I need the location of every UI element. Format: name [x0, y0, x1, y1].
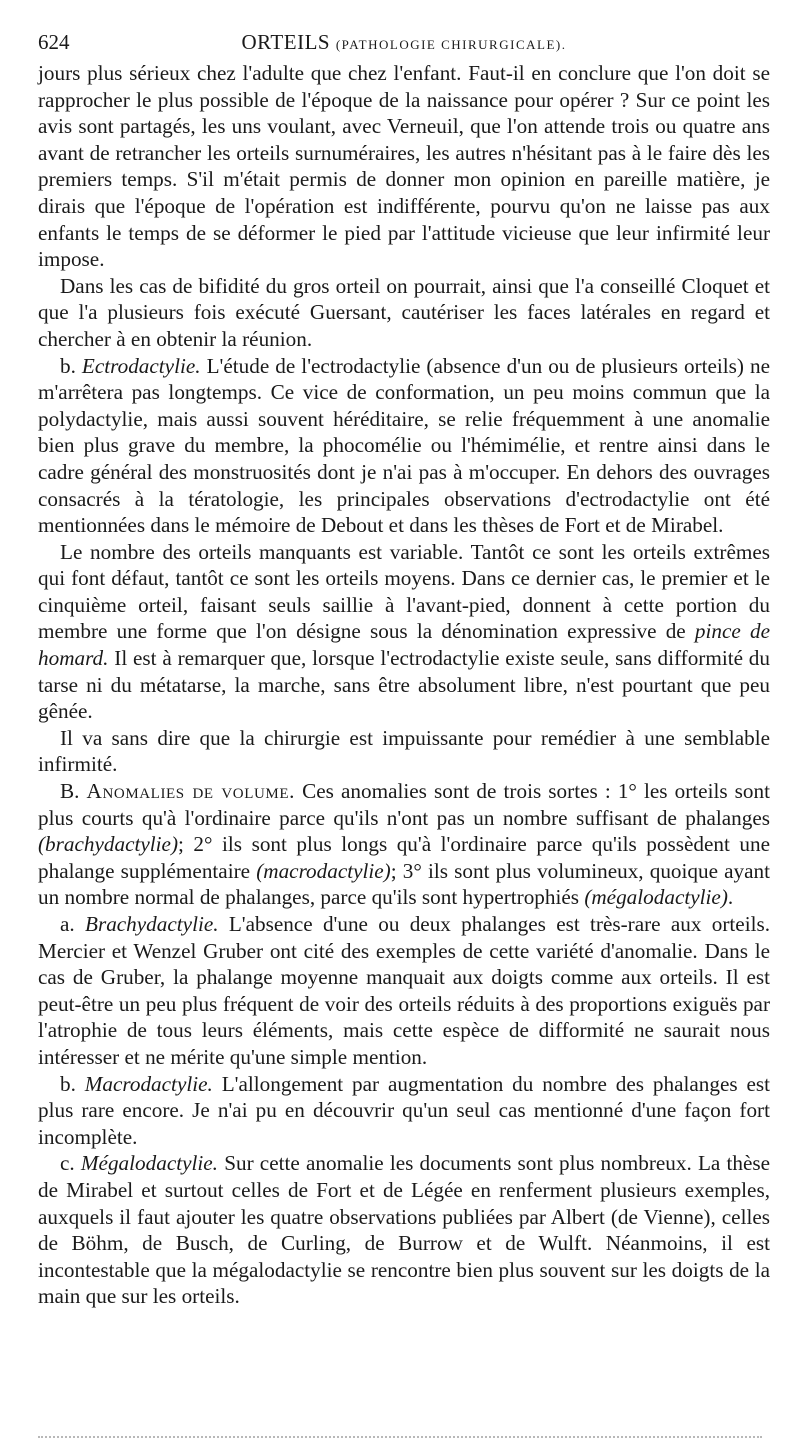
body-text — [38, 60, 770, 1310]
item-letter: b. — [60, 353, 76, 378]
paragraph-2: Dans les cas de bifidité du gros orteil on pourrait, ainsi que l'a conseillé Cloquet et que l'a plusieurs fois exécuté Guersant, cautériser les faces latérales en regard et chercher à en obtenir la réunion. — [38, 273, 770, 351]
paragraph-text: L'allongement par augmentation du nombre des phalanges est plus rare encore. Je n'ai pu en découvrir qu'un seul cas mentionné d'une façon fort incomplète. — [38, 1071, 771, 1149]
term-megalodactylie-heading: Mégalodactylie. — [80, 1151, 218, 1176]
paragraph-text: ; 3° ils sont plus volumineux, quoique ayant un nombre normal de phalanges, parce qu'ils sont hypertrophiés — [38, 858, 771, 910]
paragraph-text: . — [727, 885, 734, 910]
footer-rule — [38, 1436, 762, 1438]
paragraph-orteils-manquants — [38, 539, 770, 725]
item-letter: a. — [60, 912, 75, 936]
paragraph-chirurgie: Il va sans dire que la chirurgie est impuissante pour remédier à une semblable infirmité. — [38, 725, 770, 777]
running-title-main: ORTEILS — [241, 30, 331, 54]
paragraph-text: Ces anomalies sont de trois sortes : 1° les orteils sont plus courts qu'à l'ordinaire parce qu'ils n'ont pas un nombre suffisant de phalanges — [38, 779, 771, 830]
paragraph-brachydactylie — [38, 911, 770, 1071]
section-letter: B. — [60, 779, 80, 804]
paragraph-text: Il est à remarquer que, lorsque l'ectrodactylie existe seule, sans difformité du tarse ni du métatarse, la marche, sans être absolument libre, n'est pourtant que peu gênée. — [38, 646, 770, 724]
page — [38, 26, 770, 1310]
paragraph-text: L'étude de l'ectrodactylie (absence d'un ou de plusieurs orteils) ne m'arrêtera pas longtemps. Ce vice de conformation, un peu moins commun que la polydactylie, mais aussi souvent héréditaire, se relie fréquemment à une anomalie bien plus grave du membre, la phocomélie ou l'hémimélie, et rentre ainsi dans le cadre général des monstruosités dont je n'ai pas à m'occuper. En dehors des ouvrages consacrés à la tératologie, les principales observations d'ectrodactylie ont été mentionnées dans le mémoire de Debout et dans les thèses de Fort et de Mirabel. — [38, 353, 771, 538]
section-heading: Anomalies de volume. — [86, 779, 296, 804]
item-letter: b. — [60, 1071, 76, 1096]
running-title-subtitle: (PATHOLOGIE CHIRURGICALE). — [335, 37, 567, 52]
paragraph-text: Sur cette anomalie les documents sont plus nombreux. La thèse de Mirabel et surtout celles de Fort et de Légée en renferment plusieurs exemples, auxquels il faut ajouter les quatre observations publiées par Albert (de Vienne), celles de Böhm, de Busch, de Curling, de Burrow et de Wulft. Néanmoins, il est incontestable que la mégalodactylie se rencontre bien plus souvent sur les doigts de la main que sur les orteils. — [38, 1151, 771, 1309]
paragraph-anomalies-volume — [38, 778, 770, 911]
paragraph-macrodactylie — [38, 1071, 770, 1151]
paragraph-1: jours plus sérieux chez l'adulte que chez l'enfant. Faut-il en conclure que l'on doit se rapprocher le plus possible de l'époque de la naissance pour opérer ? Sur ce point les avis sont partagés, les uns voulant, avec Verneuil, que l'on attende trois ou quatre ans avant de retrancher les orteils surnuméraires, les autres n'hésitant pas à le faire dès les premiers temps. S'il m'était permis de donner mon opinion en pareille matière, je dirais que l'époque de l'opération est indifférente, pourvu qu'on ne laisse pas aux enfants le temps de se déformer le pied par l'attitude vicieuse que leur infirmité leur impose. — [38, 61, 770, 272]
paragraph-text: ; 2° ils sont plus longs qu'à l'ordinaire parce qu'ils possèdent une phalange supplémentaire — [38, 832, 770, 883]
term-pince-de-homard: pince de homard. — [38, 619, 770, 671]
paragraph-text: L'absence d'une ou deux phalanges est très-rare aux orteils. Mercier et Wenzel Gruber ont cité des exemples de cette variété d'anomalie. Dans le cas de Gruber, la phalange moyenne manquait aux doigts comme aux orteils. Il est peut-être un peu plus fréquent de voir des orteils réduits à des proportions exiguës par l'atrophie de tous leurs éléments, mais cette espèce de difformité ne saurait nous intéresser et ne mérite qu'une simple mention. — [38, 912, 771, 1069]
running-title — [38, 30, 770, 55]
page-number: 624 — [38, 30, 70, 54]
item-letter: c. — [60, 1151, 75, 1176]
term-ectrodactylie: Ectrodactylie. — [81, 353, 201, 378]
paragraph-text: Le nombre des orteils manquants est variable. Tantôt ce sont les orteils extrêmes qui font défaut, tantôt ce sont les orteils moyens. Dans ce dernier cas, le premier et le cinquième orteil, faisant seuls saillie à l'avant-pied, donnent à cette portion du membre une forme que l'on désigne sous la dénomination expressive de — [38, 539, 770, 644]
term-macrodactylie-heading: Macrodactylie. — [84, 1071, 213, 1096]
paragraph-ectrodactylie — [38, 353, 770, 539]
term-brachydactylie: (brachydactylie) — [38, 832, 179, 857]
term-macrodactylie: (macrodactylie) — [256, 858, 391, 883]
term-megalodactylie: (mégalodactylie) — [584, 885, 728, 910]
paragraph-megalodactylie — [38, 1150, 770, 1310]
term-brachydactylie-heading: Brachydactylie. — [85, 912, 219, 936]
running-header — [38, 26, 770, 56]
